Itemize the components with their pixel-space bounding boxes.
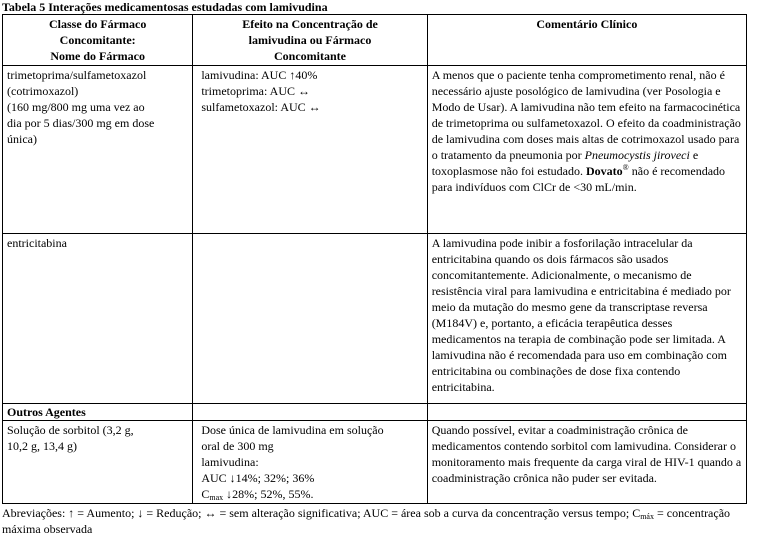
header-line: Concomitante: [59, 33, 136, 47]
header-line: Nome do Fármaco [50, 49, 145, 63]
effect-cell [193, 66, 427, 234]
drug-line: (cotrimoxazol) [7, 84, 79, 98]
section-title: Outros Agentes [3, 404, 193, 421]
drug-line: entricitabina [7, 236, 67, 250]
header-drug-class [3, 15, 193, 66]
header-line: lamivudina ou Fármaco [248, 33, 372, 47]
effect-line: oral de 300 mg [201, 439, 274, 453]
comment-text: não é recomendado para indivíduos com ClCr de <30 mL/min. [431, 164, 726, 194]
table-row [3, 66, 747, 234]
table-row [3, 421, 747, 504]
comment-cell [427, 66, 746, 234]
drug-line: única) [7, 132, 37, 146]
header-line: Classe do Fármaco [49, 17, 147, 31]
effect-cell [193, 234, 427, 404]
drug-line: trimetoprima/sulfametoxazol [7, 68, 147, 82]
species-name: Pneumocystis jiroveci [584, 148, 690, 162]
cmax-values: ↓28%; 52%, 55%. [223, 487, 314, 501]
drug-line: Solução de sorbitol (3,2 g, [7, 423, 134, 437]
footnote [2, 505, 767, 537]
effect-line: AUC ↓14%; 32%; 36% [201, 471, 315, 485]
effect-line: Dose única de lamivudina em solução [201, 423, 384, 437]
drug-line: (160 mg/800 mg uma vez ao [7, 100, 145, 114]
cmax-c: C [201, 487, 210, 501]
brand-name: Dovato [586, 164, 623, 178]
effect-line: lamivudina: [201, 455, 259, 469]
interactions-table [2, 14, 747, 504]
header-comment: Comentário Clínico [427, 15, 746, 66]
registered-mark: ® [622, 163, 629, 172]
drug-line: dia por 5 dias/300 mg em dose [7, 116, 155, 130]
effect-line: trimetoprima: AUC ↔ [201, 84, 310, 98]
effect-cell [193, 421, 427, 504]
comment-cell: A lamivudina pode inibir a fosforilação intracelular da entricitabina quando os dois fármacos são usados concomitantemente. Adicionalmente, o mecanismo de resistência viral para lamivudina e entricitabina é mediado por meio da mutação do mesmo gene da transcriptase reversa (M184V) e, portanto, a eficácia terapêutica desses medicamentos na terapia de combinação pode ser limitada. A lamivudina não é recomendada para uso em combinação com entricitabina ou combinações de dose fixa contendo entricitabina. [427, 234, 746, 404]
drug-cell [3, 234, 193, 404]
comment-text: A menos que o paciente tenha comprometimento renal, não é necessário ajuste posológico de lamivudina (ver Posologia e Modo de Usar). A lamivudina não tem efeito na farmacocinética de trimetoprima ou sulfametoxazol. O efeito da coadministração de lamivudina com doses mais altas de cotrimoxazol usado para o tratamento da pneumonia por [431, 68, 741, 162]
header-line: Concomitante [274, 49, 347, 63]
effect-line: lamivudina: AUC ↑40% [201, 68, 318, 82]
header-effect [193, 15, 427, 66]
drug-cell [3, 421, 193, 504]
footnote-text: Abreviações: ↑ = Aumento; ↓ = Redução; ↔ = sem alteração significativa; AUC = área sob a curva da concentração versus tempo; C [2, 506, 641, 520]
empty-cell [427, 404, 746, 421]
header-line: Efeito na Concentração de [242, 17, 378, 31]
cmax-sub: max [209, 493, 224, 502]
footnote-text: = concentração máxima observada [2, 506, 731, 536]
effect-line [201, 486, 422, 502]
empty-cell [193, 404, 427, 421]
table-row [3, 234, 747, 404]
drug-line: 10,2 g, 13,4 g) [7, 439, 77, 453]
table-caption: Tabela 5 Interações medicamentosas estudadas com lamivudina [2, 0, 442, 15]
comment-cell: Quando possível, evitar a coadministração crônica de medicamentos contendo sorbitol com lamivudina. Considerar o monitoramento mais frequente da carga viral de HIV-1 quando a coadministração crônica não puder ser evitada. [427, 421, 746, 504]
header-row [3, 15, 747, 66]
section-row [3, 404, 747, 421]
effect-line: sulfametoxazol: AUC ↔ [201, 100, 321, 114]
comment-text: e toxoplasmose não foi estudado. [431, 148, 699, 178]
drug-cell [3, 66, 193, 234]
footnote-sub: máx [640, 512, 654, 521]
